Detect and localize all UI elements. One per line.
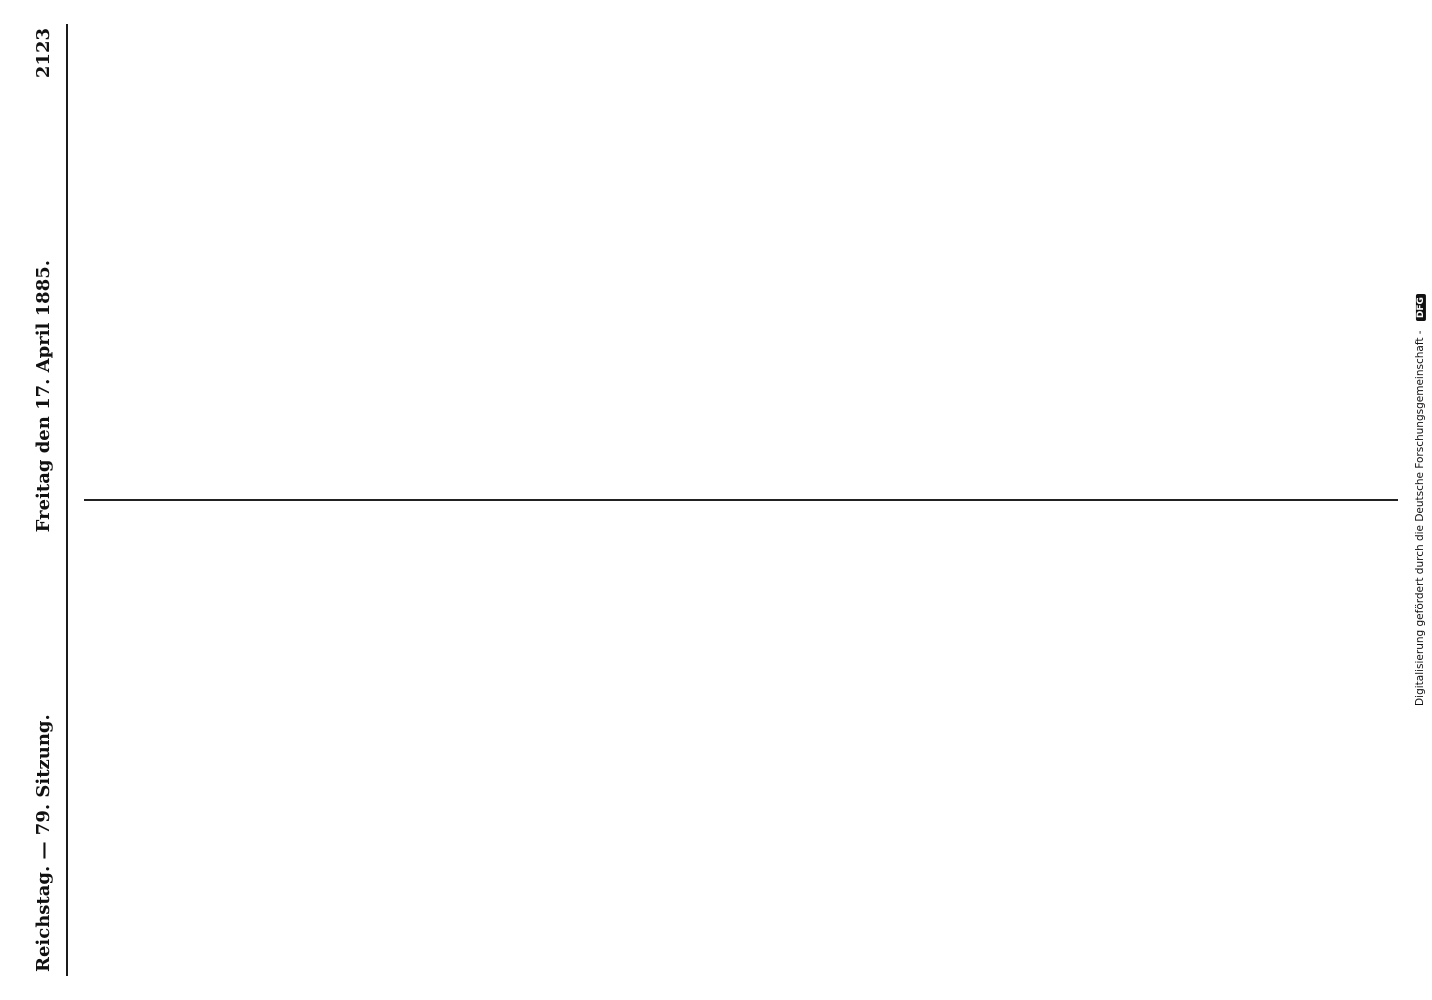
header-center: Freitag den 17. April 1885.	[32, 259, 54, 533]
page-header	[22, 28, 64, 972]
digitization-credit	[1408, 0, 1432, 1000]
column-divider	[84, 499, 1398, 501]
header-left: Reichstag. — 79. Sitzung.	[32, 714, 54, 972]
credit-text: Digitalisierung gefördert durch die Deutsche Forschungsgemeinschaft -	[1414, 330, 1426, 706]
header-rule	[66, 24, 68, 976]
dfg-logo: DFG	[1416, 294, 1426, 321]
page-number: 2123	[32, 28, 54, 79]
text-columns	[84, 24, 1398, 976]
